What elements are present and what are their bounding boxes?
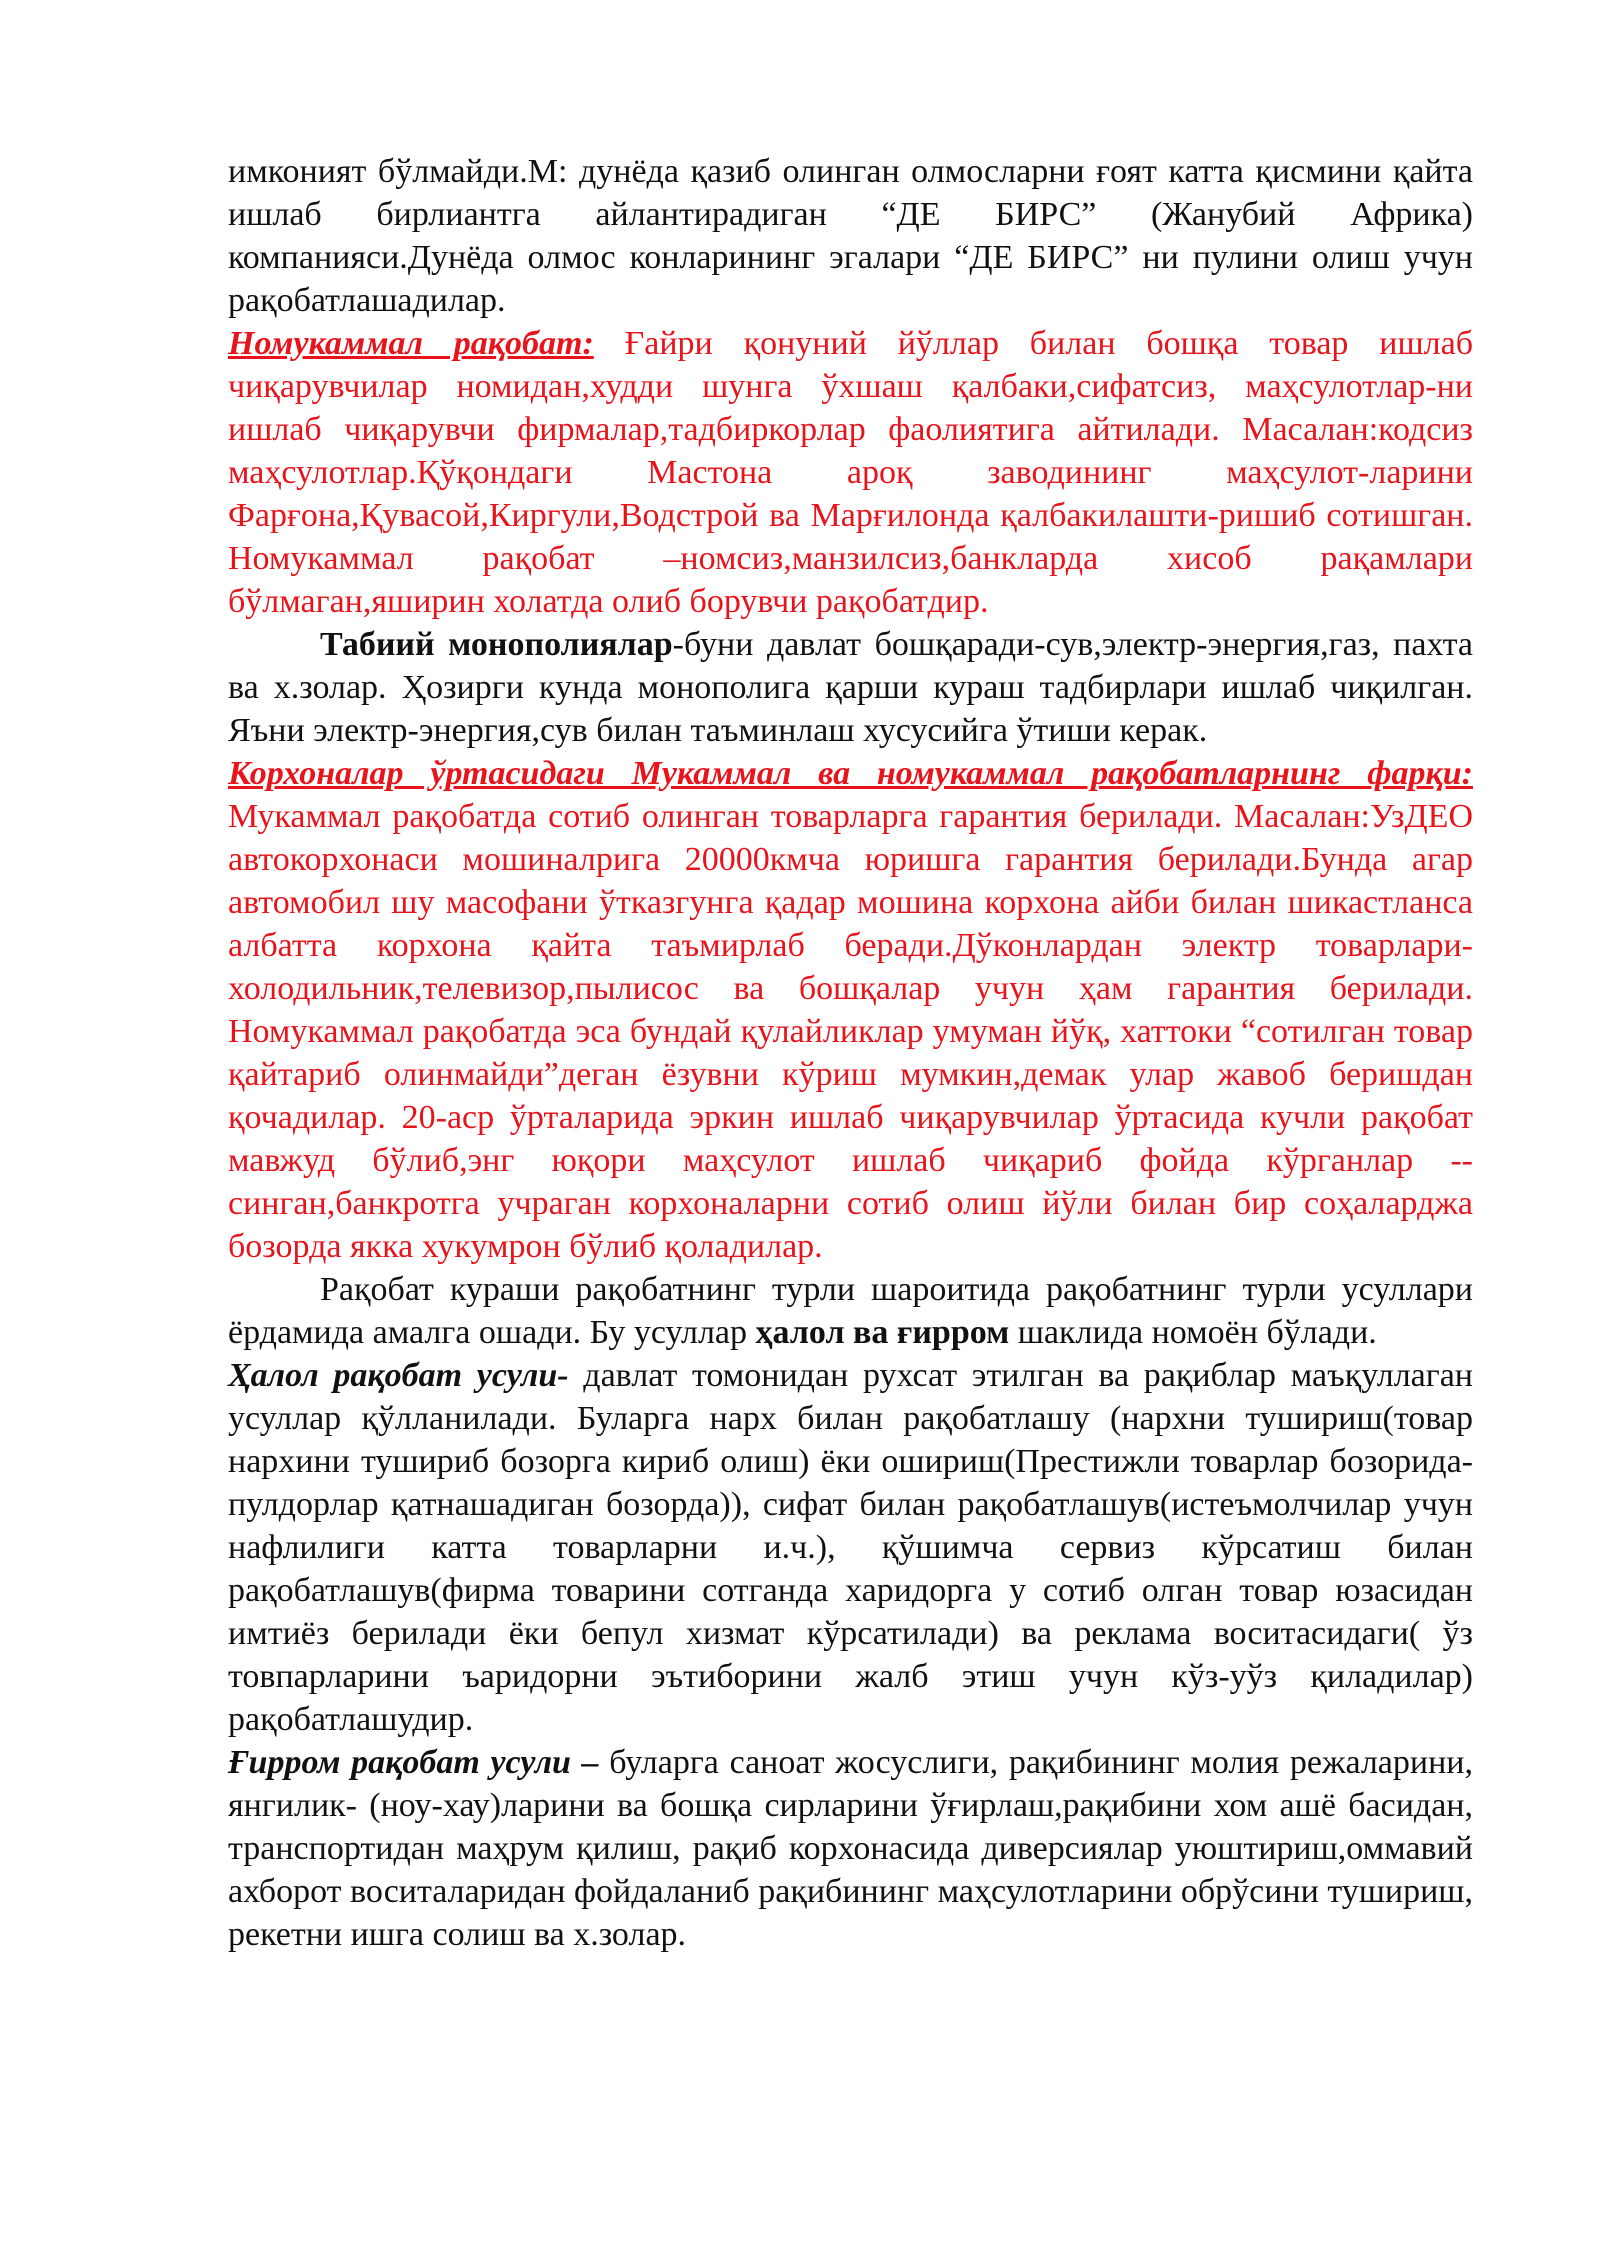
unfair-competition-heading: Ғирром рақобат усули – bbox=[228, 1744, 599, 1781]
paragraph-natural-monopolies bbox=[228, 623, 1473, 752]
paragraph-diamond-example bbox=[228, 150, 1473, 322]
paragraph-text: давлат томонидан рухсат этилган ва рақиблар маъқуллаган усуллар қўлланилади. Буларга нарх билан рақобатлашу (нархни тушириш(товар нархини тушириб бозорга кириб олиш) ёки ошириш(Престижли товарлар бозорида- пулдорлар қатнашадиган бозорда)), сифат билан рақобатлашув(истеъмолчилар учун нафлилиги катта товарларни и.ч.), қўшимча сервиз кўрсатиш билан рақобатлашув(фирма товарини сотганда харидорга у сотиб олган товар юзасидан имтиёз берилади ёки бепул хизмат кўрсатилади) ва реклама воситасидаги( ўз товпарларини ъаридорни эътиборини жалб этиш учун кўз-уўз қиладилар) рақобатлашудир. bbox=[228, 1357, 1473, 1738]
paragraph-text-tail: шаклида номоён бўлади. bbox=[1009, 1314, 1377, 1351]
paragraph-text: имконият бўлмайди.М: дунёда қазиб олинган олмосларни ғоят катта қисмини қайта ишлаб бирлиантга айлантирадиган “ДЕ БИРС” (Жанубий Африка) компанияси.Дунёда олмос конларининг эгалари “ДЕ БИРС” ни пулини олиш учун рақобатлашадилар. bbox=[228, 153, 1473, 319]
paragraph-text: -буни давлат бошқаради-сув,электр-энергия,газ, пахта ва х.золар. Ҳозирги кунда монополига қарши кураш тадбирлари ишлаб чиқилган. Яъни электр-энергия,сув билан таъминлаш хусусийга ўтиши керак. bbox=[228, 626, 1473, 749]
paragraph-unfair-competition bbox=[228, 1741, 1473, 1956]
document-page bbox=[228, 150, 1473, 1956]
paragraph-text: буларга саноат жосуслиги, рақибининг молия режаларини, янгилик- (ноу-хау)ларини ва бошқа сирларини ўғирлаш,рақибини хом ашё басидан, транспортидан маҳрум қилиш, рақиб корхонасида диверсиялар уюштириш,оммавий ахборот воситаларидан фойдаланиб рақибининг маҳсулотларини обрўсини тушириш, рекетни ишга солиш ва х.золар. bbox=[228, 1744, 1473, 1953]
competition-difference-heading: Корхоналар ўртасидаги Мукаммал ва номукаммал рақобатларнинг фарқи: bbox=[228, 755, 1473, 792]
natural-monopolies-term: Табиий монополиялар bbox=[320, 626, 673, 663]
paragraph-text: Рақобат кураши рақобатнинг турли шароитида рақобатнинг турли усуллари ёрдамида амалга ошади. Бу усуллар bbox=[228, 1271, 1473, 1351]
paragraph-competition-difference bbox=[228, 752, 1473, 1268]
imperfect-competition-heading: Номукаммал рақобат: bbox=[228, 325, 594, 362]
paragraph-text: Мукаммал рақобатда сотиб олинган товарларга гарантия берилади. Масалан:УзДЕО автокорхонаси мошиналрига 20000кмча юришга гарантия берилади.Бунда агар автомобил шу масофани ўтказгунга қадар мошина корхона айби билан шикастланса албатта корхона қайта таъмирлаб беради.Дўконлардан электр товарлари-холодильник,телевизор,пылисос ва бошқалар учун ҳам гарантия берилади. Номукаммал рақобатда эса бундай қулайликлар умуман йўқ, хаттоки “сотилган товар қайтариб олинмайди”деган ёзувни кўриш мумкин,демак улар жавоб беришдан қочадилар. 20-аср ўрталарида эркин ишлаб чиқарувчилар ўртасида кучли рақобат мавжуд бўлиб,энг юқори маҳсулот ишлаб чиқариб фойда кўрганлар --синган,банкротга учраган корхоналарни сотиб олиш йўли билан бир соҳаларджа бозорда якка хукумрон бўлиб қоладилар. bbox=[228, 798, 1473, 1265]
methods-term: ҳалол ва ғирром bbox=[755, 1314, 1010, 1351]
paragraph-imperfect-competition bbox=[228, 322, 1473, 623]
paragraph-fair-competition bbox=[228, 1354, 1473, 1741]
paragraph-text: Ғайри қонуний йўллар билан бошқа товар ишлаб чиқарувчилар номидан,худди шунга ўхшаш қалбаки,сифатсиз, маҳсулотлар-ни ишлаб чиқарувчи фирмалар,тадбиркорлар фаолиятига айтилади. Масалан:кодсиз маҳсулотлар.Қўқондаги Мастона ароқ заводининг маҳсулот-ларини Фарғона,Қувасой,Киргули,Водстрой ва Марғилонда қалбакилашти-ришиб сотишган. Номукаммал рақобат –номсиз,манзилсиз,банкларда хисоб рақамлари бўлмаган,яширин холатда олиб борувчи рақобатдир. bbox=[228, 325, 1473, 620]
paragraph-competition-methods bbox=[228, 1268, 1473, 1354]
fair-competition-heading: Ҳалол рақобат усули- bbox=[228, 1357, 569, 1394]
